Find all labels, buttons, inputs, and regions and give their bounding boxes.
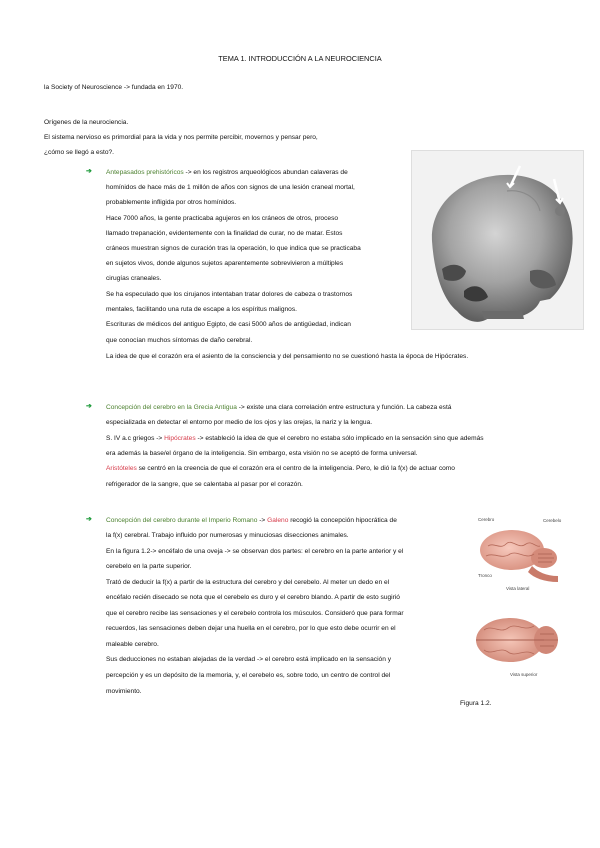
- intro-line: la Society of Neuroscience -> fundada en 1970.: [44, 84, 184, 91]
- section-intro-line-2: ¿cómo se llegó a esto?.: [44, 149, 115, 156]
- bullet-1-line-1: [106, 166, 400, 181]
- figure-label-tronco: Tronco: [478, 573, 492, 578]
- skull-photo: [411, 150, 584, 330]
- bullet-3-line-3: En la figura 1.2-> encéfalo de una oveja -> se observan dos partes: el cerebro en la parte anterior y el: [106, 548, 404, 555]
- bullet-3-line-10: Sus deducciones no estaban alejadas de la verdad -> el cerebro está implicado en la sensación y: [106, 656, 391, 663]
- bullet-1-line-13: La idea de que el corazón era el asiento de la consciencia y del pensamiento no se cuestionó hasta la época de Hipócrates.: [106, 353, 469, 360]
- bullet-1-line-3: probablemente infligida por otros homínidos.: [106, 199, 237, 206]
- bullet-2-line-1-text: -> existe una clara correlación entre estructura y función. La cabeza está: [236, 404, 452, 411]
- bullet-1-line-12: que conocían muchos síntomas de daño cerebral.: [106, 337, 253, 344]
- bullet-1-line-4: Hace 7000 años, la gente practicaba agujeros en los cráneos de otros, proceso: [106, 215, 339, 222]
- document-title: TEMA 1. INTRODUCCIÓN A LA NEUROCIENCIA: [218, 54, 382, 63]
- bullet-1-line-2: homínidos de hace más de 1 millón de años con signos de una lesión craneal mortal,: [106, 184, 355, 191]
- bullet-2-line-3-post: -> estableció la idea de que el cerebro no estaba sólo implicado en la sensación sino que además: [195, 435, 484, 442]
- bullet-3-line-11: percepción y es un depósito de la memoria, y, el cerebelo es, sobre todo, un centro de control del: [106, 672, 391, 679]
- bullet-arrow-icon: ➔: [86, 168, 92, 175]
- bullet-3-line-5: Trató de deducir la f(x) a partir de la estructura del cerebro y del cerebelo. Al meter un dedo en el: [106, 579, 390, 586]
- sheep-brain-figure: [474, 520, 566, 692]
- bullet-arrow-icon: ➔: [86, 403, 92, 410]
- bullet-3-line-8: recuerdos, las sensaciones deben dejar una huella en el cerebro, por lo que esto debe ocurrir en el: [106, 625, 396, 632]
- bullet-2-line-2: especializada en detectar el entorno por medio de los ojos y las orejas, la nariz y la lengua.: [106, 419, 373, 426]
- bullet-3-line-6: encéfalo recién disecado se nota que el cerebelo es duro y el cerebro blando. A partir de esto sugirió: [106, 594, 400, 601]
- figure-label-cerebelo: Cerebelo: [543, 518, 562, 523]
- figure-caption-lateral: Vista lateral: [506, 586, 530, 591]
- section-intro-line-1: El sistema nervioso es primordial para la vida y nos permite percibir, movernos y pensar pero,: [44, 134, 318, 141]
- bullet-2-line-3-pre: S. IV a.c griegos ->: [106, 435, 165, 442]
- bullet-2-line-3: [106, 432, 566, 447]
- figure-caption-superior: Vista superior: [510, 672, 538, 677]
- bullet-2-line-5-post: se centró en la creencia de que el corazón era el centro de la inteligencia. Pero, le dió la f(x) de actuar como: [136, 465, 455, 472]
- bullet-3-arrow-text: ->: [257, 517, 268, 524]
- bullet-2-line-4: era además la base/el órgano de la inteligencia. Sin embargo, esta visión no se aceptó de forma universal.: [106, 450, 418, 457]
- bullet-1-line-11: Escrituras de médicos del antiguo Egipto, de casi 5000 años de antigüedad, indican: [106, 321, 351, 328]
- bullet-3-line-9: maleable cerebro.: [106, 641, 159, 648]
- bullet-3-line-2: la f(x) cerebral. Trabajo influido por numerosas y minuciosas disecciones animales.: [106, 532, 349, 539]
- section-heading: Orígenes de la neurociencia.: [44, 119, 129, 126]
- bullet-3-heading: Concepción del cerebro durante el Imperio Romano: [106, 517, 258, 524]
- bullet-1-line-7: en sujetos vivos, donde algunos sujetos aparentemente sobrevivieron a múltiples: [106, 260, 344, 267]
- bullet-3-line-12: movimiento.: [106, 688, 142, 695]
- bullet-1-line-1-text: -> en los registros arqueológicos abundan calaveras de: [183, 169, 348, 176]
- bullet-3-line-7: que el cerebro recibe las sensaciones y el cerebelo controla los músculos. Consideró que para formar: [106, 610, 404, 617]
- bullet-1-line-6: cráneos muestran signos de curación tras la operación, lo que indica que se practicaba: [106, 245, 361, 252]
- bullet-1-line-8: cirugías craneales.: [106, 275, 162, 282]
- hipocrates-name: Hipócrates: [164, 435, 196, 442]
- figure-caption: Figura 1.2.: [460, 700, 492, 707]
- figure-label-cerebro: Cerebro: [478, 517, 495, 522]
- bullet-3-line-1-post: recogió la concepción hipocrática de: [288, 517, 397, 524]
- bullet-1-line-10: mentales, facilitando una ruta de escape a los espíritus malignos.: [106, 306, 297, 313]
- bullet-3-line-1: [106, 514, 458, 529]
- aristoteles-name: Aristóteles: [106, 465, 137, 472]
- galeno-name: Galeno: [267, 517, 289, 524]
- bullet-1-line-5: llamado trepanación, evidentemente con la finalidad de curar, no de matar. Estos: [106, 230, 343, 237]
- bullet-2-heading: Concepción del cerebro en la Grecia Antigua: [106, 404, 237, 411]
- bullet-arrow-icon: ➔: [86, 516, 92, 523]
- bullet-1-line-9: Se ha especulado que los cirujanos intentaban tratar dolores de cabeza o trastornos: [106, 291, 353, 298]
- bullet-2-line-5: [106, 462, 566, 477]
- bullet-1-heading: Antepasados prehistóricos: [106, 169, 184, 176]
- bullet-3-line-4: cerebelo en la parte superior.: [106, 563, 192, 570]
- bullet-2-line-1: [106, 401, 566, 416]
- bullet-2-line-6: refrigerador de la sangre, que se calentaba al pasar por el corazón.: [106, 481, 303, 488]
